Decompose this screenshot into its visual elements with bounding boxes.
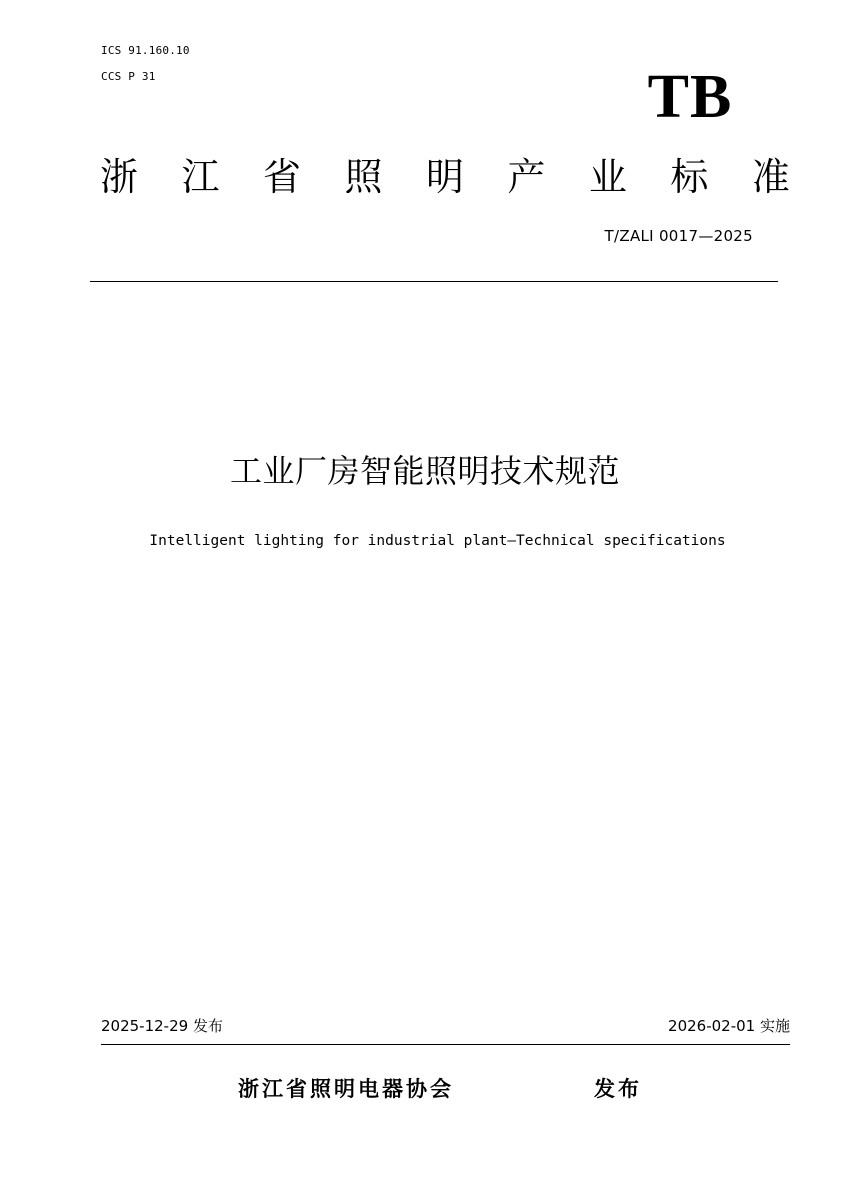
category-char: 江 [181,155,220,199]
category-char: 业 [588,155,627,199]
document-title-en: Intelligent lighting for industrial plant–Technical specifications [149,533,726,549]
category-char: 明 [425,155,464,199]
standard-category-title [100,152,790,202]
implement-date: 2026-02-01 实施 [668,1017,790,1035]
category-char: 标 [670,155,709,199]
publisher-name: 浙江省照明电器协会 [238,1077,454,1101]
ccs-code: CCS P 31 [101,70,156,83]
issue-date: 2025-12-29 发布 [101,1017,223,1035]
ics-code: ICS 91.160.10 [101,44,190,57]
category-char: 省 [262,155,301,199]
publish-label: 发布 [594,1077,642,1101]
footer-divider [101,1044,790,1045]
category-char: 产 [507,155,546,199]
standard-number: T/ZALI 0017—2025 [604,227,753,245]
standard-mark-logo: TB [647,63,733,131]
category-char: 浙 [100,155,139,199]
header-divider [90,281,778,282]
category-char: 准 [751,155,790,199]
category-char: 照 [344,155,383,199]
document-title-zh: 工业厂房智能照明技术规范 [229,452,620,490]
